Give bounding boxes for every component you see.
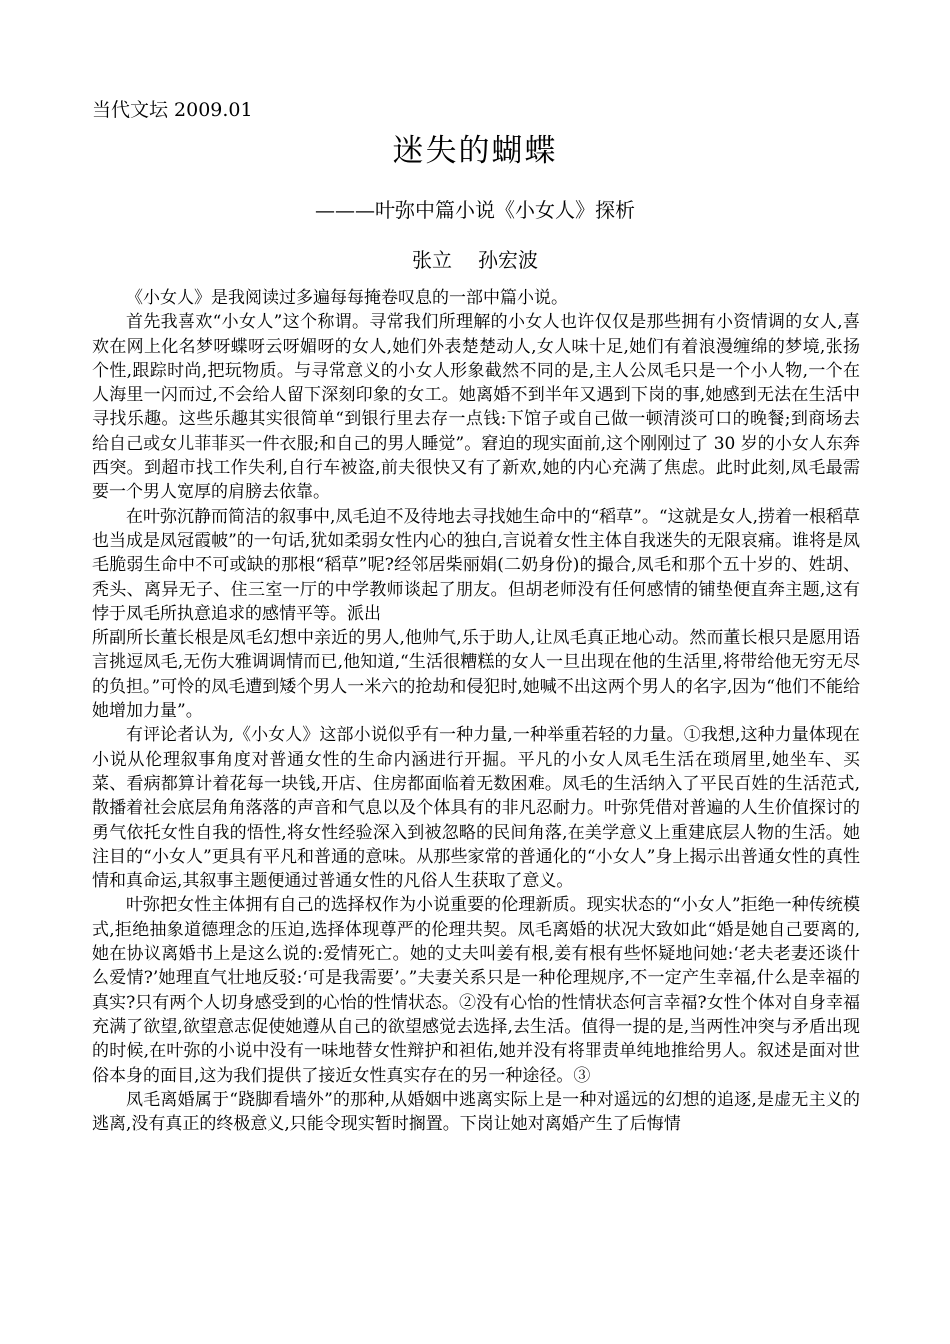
article-title: 迷失的蝴蝶 — [392, 133, 558, 169]
body-paragraph: 首先我喜欢“小女人”这个称谓。寻常我们所理解的小女人也许仅仅是那些拥有小资情调的女人,喜欢在网上化名梦呀蝶呀云呀媚呀的女人,她们外表楚楚动人,女人味十足,她们有着浪漫缠绵的梦境,张扬个性,跟踪时尚,把玩物质。与寻常意义的小女人形象截然不同的是,主人公凤毛只是一个小人物,一个在人海里一闪而过,不会给人留下深刻印象的女工。她离婚不到半年又遇到下岗的事,她感到无法在生活中寻找乐趣。这些乐趣其实很简单“到银行里去存一点钱:下馆子或自己做一顿清淡可口的晚餐;到商场去给自己或女儿菲菲买一件衣服;和自己的男人睡觉”。窘迫的现实面前,这个刚刚过了 30 岁的小女人东奔西突。到超市找工作失利,自行车被盗,前夫很快又有了新欢,她的内心充满了焦虑。此时此刻,凤毛最需要一个男人宽厚的肩膀去依靠。 — [92, 312, 860, 503]
body-paragraph: 有评论者认为,《小女人》这部小说似乎有一种力量,一种举重若轻的力量。①我想,这种力量体现在小说从伦理叙事角度对普通女性的生命内涵进行开掘。平凡的小女人凤毛生活在琐屑里,她坐车、买菜、看病都算计着花每一块钱,开店、住房都面临着无数困难。凤毛的生活纳入了平民百姓的生活范式,散播着社会底层角角落落的声音和气息以及个体具有的非凡忍耐力。叶弥凭借对普遍的人生价值探讨的勇气依托女性自我的悟性,将女性经验深入到被忽略的民间角落,在美学意义上重建底层人物的生活。她注目的“小女人”更具有平凡和普通的意味。从那些家常的普通化的“小女人”身上揭示出普通女性的真性情和真命运,其叙事主题便通过普通女性的凡俗人生获取了意义。 — [92, 725, 860, 892]
body-paragraph: 凤毛离婚属于“跷脚看墙外”的那种,从婚姻中逃离实际上是一种对遥远的幻想的追逐,是虚无主义的逃离,没有真正的终极意义,只能令现实暂时搁置。下岗让她对离婚产生了后悔情 — [92, 1089, 860, 1135]
body-paragraph: 在叶弥沉静而简洁的叙事中,凤毛迫不及待地去寻找她生命中的“稻草”。“这就是女人,捞着一根稻草也当成是凤冠霞帔”的一句话,犹如柔弱女性内心的独白,言说着女性主体自我迷失的无限哀痛。谁将是凤毛脆弱生命中不可或缺的那根“稻草”呢?经邻居柴丽娟(二奶身份)的撮合,凤毛和那个五十岁的、姓胡、秃头、离异无子、住三室一厅的中学教师谈起了朋友。但胡老师没有任何感情的铺垫便直奔主题,这有悖于凤毛所执意追求的感情平等。派出 — [92, 506, 860, 624]
body-paragraph-continuation: 所副所长董长根是凤毛幻想中亲近的男人,他帅气,乐于助人,让凤毛真正地心动。然而董长根只是愿用语言挑逗凤毛,无伤大雅调调情而已,他知道,“生活很糟糕的女人一旦出现在他的生活里,将带给他无穷无尽的负担。”可怜的凤毛遭到矮个男人一米六的抢劫和侵犯时,她喊不出这两个男人的名字,因为“他们不能给她增加力量”。 — [92, 628, 860, 722]
body-paragraph: 叶弥把女性主体拥有自己的选择权作为小说重要的伦理新质。现实状态的“小女人”拒绝一种传统模式,拒绝抽象道德理念的压迫,选择体现尊严的伦理共契。凤毛离婚的状况大致如此“婚是她自己要离的,她在协议离婚书上是这么说的:爱情死亡。她的丈夫叫姜有根,姜有根有些怀疑地问她:‘老夫老妻还谈什么爱情?’她理直气壮地反驳:‘可是我需要’。”夫妻关系只是一种伦理规序,不一定产生幸福,什么是幸福的真实?只有两个人切身感受到的心怡的性情状态。②没有心怡的性情状态何言幸福?女性个体对自身幸福充满了欲望,欲望意志促使她遵从自己的欲望感觉去选择,去生活。值得一提的是,当两性冲突与矛盾出现的时候,在叶弥的小说中没有一味地替女性辩护和袒佑,她并没有将罪责单纯地推给男人。叙述是面对世俗本身的面目,这为我们提供了接近女性真实存在的另一种途径。③ — [92, 895, 860, 1086]
body-paragraph: 《小女人》是我阅读过多遍每每掩卷叹息的一部中篇小说。 — [126, 288, 568, 308]
article-subtitle: ———叶弥中篇小说《小女人》探析 — [315, 198, 635, 222]
author-name: 张立 — [412, 248, 452, 272]
article-body — [92, 286, 860, 1136]
journal-header: 当代文坛 2009.01 — [92, 99, 253, 121]
author-line — [0, 244, 950, 276]
author-name: 孙宏波 — [478, 248, 538, 272]
